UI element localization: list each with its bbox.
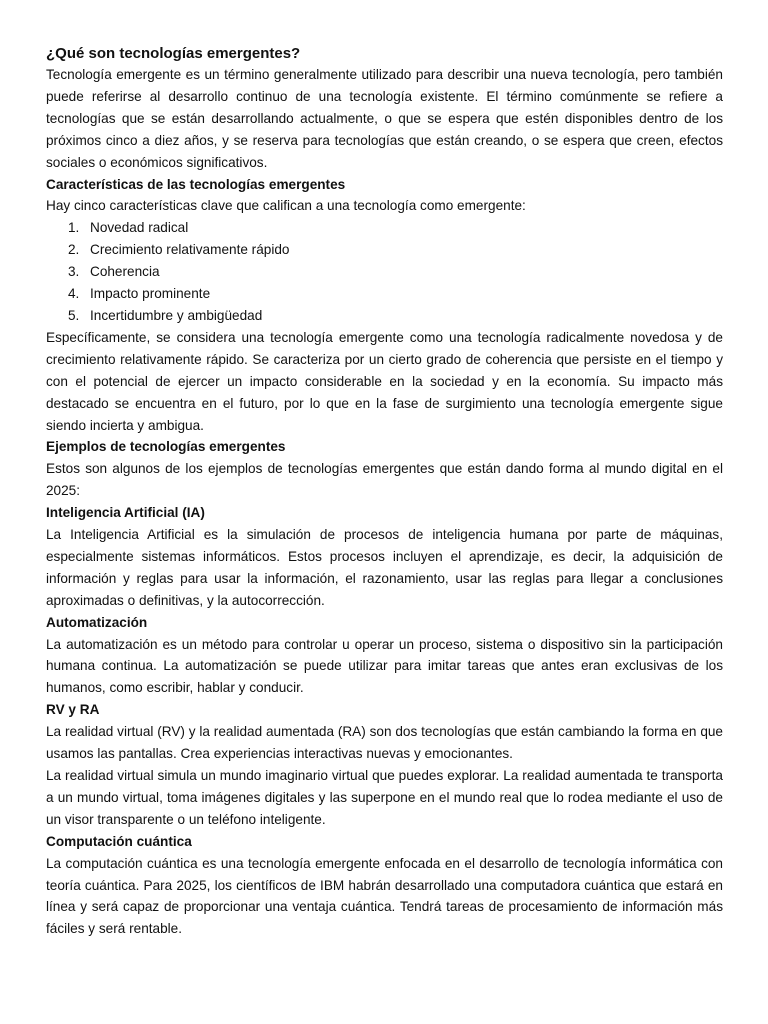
characteristics-summary: Específicamente, se considera una tecnología emergente como una tecnología radicalmente novedosa y de crecimiento relativamente rápido. Se caracteriza por un cierto grado de coherencia que persiste en el tiempo y con el potencial de ejercer un impacto considerable en la sociedad y en la economía. Su impacto más destacado se encuentra en el futuro, por lo que en la fase de surgimiento una tecnología emergente sigue siendo incierta y ambigua. — [46, 329, 723, 433]
vr-ar-paragraph-2: La realidad virtual simula un mundo imaginario virtual que puedes explorar. La realidad aumentada te transporta a un mundo virtual, toma imágenes digitales y las superpone en el mundo real que lo rodea mediante el uso de un visor transparente o un teléfono inteligente. — [46, 768, 723, 827]
automation-heading: Automatización — [46, 614, 148, 630]
list-item — [46, 261, 723, 283]
page-title: ¿Qué son tecnologías emergentes? — [46, 45, 301, 62]
document-page — [46, 42, 723, 940]
list-item — [46, 283, 723, 305]
list-item-label: Incertidumbre y ambigüedad — [90, 307, 263, 323]
characteristics-lead: Hay cinco características clave que califican a una tecnología como emergente: — [46, 198, 526, 214]
list-item-number: 5. — [68, 307, 80, 323]
ai-paragraph: La Inteligencia Artificial es la simulación de procesos de inteligencia humana por parte de máquinas, especialmente sistemas informáticos. Estos procesos incluyen el aprendizaje, es decir, la adquisición de información y reglas para usar la información, el razonamiento, usar las reglas para llegar a conclusiones aproximadas o definitivas, y la autocorrección. — [46, 527, 723, 608]
quantum-paragraph: La computación cuántica es una tecnología emergente enfocada en el desarrollo de tecnología informática con teoría cuántica. Para 2025, los científicos de IBM habrán desarrollado una computadora cuántica que estará en línea y será capaz de proporcionar una ventaja cuántica. Tendrá tareas de procesamiento de información más fáciles y será rentable. — [46, 855, 723, 937]
list-item — [46, 239, 723, 261]
vr-ar-paragraph-1: La realidad virtual (RV) y la realidad aumentada (RA) son dos tecnologías que están cambiando la forma en que usamos las pantallas. Crea experiencias interactivas nuevas y emocionantes. — [46, 724, 723, 762]
ai-heading: Inteligencia Artificial (IA) — [46, 505, 205, 521]
examples-lead: Estos son algunos de los ejemplos de tecnologías emergentes que están dando forma al mundo digital en el 2025: — [46, 461, 723, 499]
list-item-number: 1. — [68, 220, 80, 236]
list-item-label: Coherencia — [90, 264, 160, 280]
list-item — [46, 217, 723, 239]
examples-heading: Ejemplos de tecnologías emergentes — [46, 439, 286, 455]
list-item-label: Impacto prominente — [90, 286, 211, 302]
list-item-label: Crecimiento relativamente rápido — [90, 242, 290, 258]
list-item-number: 2. — [68, 242, 80, 258]
intro-paragraph: Tecnología emergente es un término generalmente utilizado para describir una nueva tecnología, pero también puede referirse al desarrollo continuo de una tecnología existente. El término comúnmente se refiere a tecnologías que se están desarrollando actualmente, o que se espera que estén disponibles dentro de los próximos cinco a diez años, y se reserva para tecnologías que están creando, o se espera que creen, efectos sociales o económicos significativos. — [46, 67, 723, 170]
list-item-number: 4. — [68, 286, 80, 302]
quantum-heading: Computación cuántica — [46, 833, 192, 849]
list-item — [46, 305, 723, 327]
vr-ar-heading: RV y RA — [46, 702, 100, 718]
characteristics-list — [46, 217, 723, 327]
list-item-number: 3. — [68, 264, 80, 280]
characteristics-heading: Características de las tecnologías emergentes — [46, 176, 346, 192]
automation-paragraph: La automatización es un método para controlar u operar un proceso, sistema o dispositivo sin la participación humana continua. La automatización se puede utilizar para imitar tareas que antes eran exclusivas de los humanos, como escribir, hablar y conducir. — [46, 636, 723, 696]
list-item-label: Novedad radical — [90, 220, 189, 236]
